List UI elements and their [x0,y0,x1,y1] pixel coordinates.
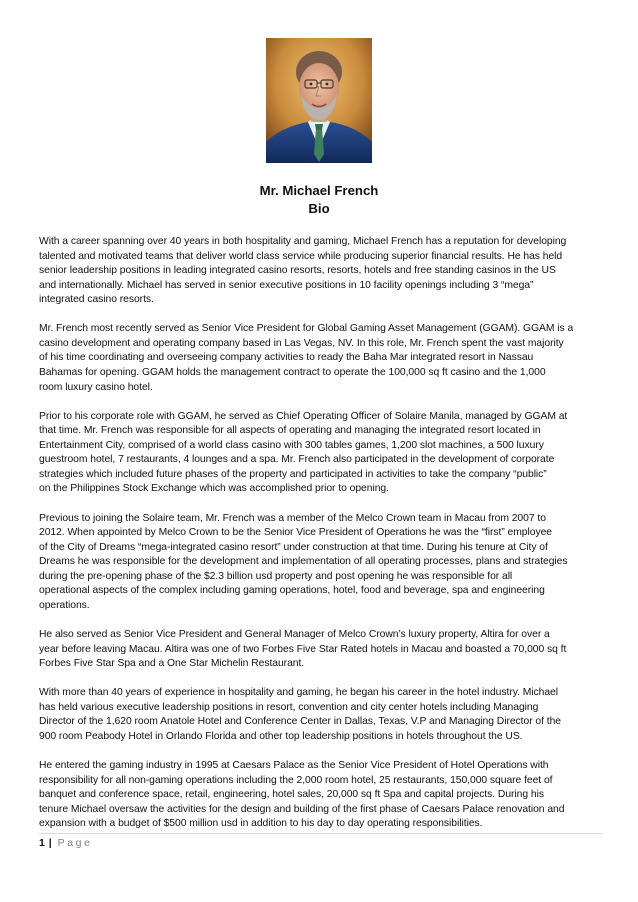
text-line: Mr. French most recently served as Senior Vice President for Global Gaming Asset Management (GGAM). GGAM is a [39,323,574,335]
text-line: 900 room Peabody Hotel in Orlando Florida and other top leadership positions in hotels throughout the US. [39,730,523,742]
text-line: room luxury casino hotel. [39,381,153,393]
paragraph-3 [39,410,601,497]
text-line: Dreams he was responsible for the development and implementation of all operating processes, plans and strategies [39,556,568,568]
text-line: strategies which included future phases of the property and participated in activities to take the company “public” [39,468,547,480]
text-line: operations. [39,599,90,611]
text-line: responsibility for all non-gaming operations including the 2,000 room hotel, 25 restaurants, 150,000 square feet of [39,774,553,786]
text-line: expansion with a budget of $500 million usd in addition to his day to day operating responsibilities. [39,818,483,830]
bio-heading [0,182,638,218]
text-line: With a career spanning over 40 years in both hospitality and gaming, Michael French has a reputation for developing [39,236,567,247]
text-line: He also served as Senior Vice President and General Manager of Melco Crown’s luxury property, Altira for over a [39,628,550,640]
text-line: guestroom hotel, 7 restaurants, 4 lounges and a spa. Mr. French also participated in the development of corporate [39,454,555,466]
text-line: Bahamas for opening. GGAM holds the management contract to operate the 100,000 sq ft casino and the 1,000 [39,366,546,378]
portrait-photo-icon [266,38,372,163]
text-line: He entered the gaming industry in 1995 at Caesars Palace as the Senior Vice President of Hotel Operations with [39,759,549,771]
paragraph-4 [39,512,601,614]
paragraph-7 [39,759,601,832]
text-line: integrated casino resorts. [39,294,154,306]
bio-subtitle: Bio [308,201,330,216]
text-line: With more than 40 years of experience in hospitality and gaming, he began his career in the hotel industry. Michael [39,687,559,699]
paragraph-6 [39,686,601,744]
text-line: Prior to his corporate role with GGAM, he served as Chief Operating Officer of Solaire Manila, managed by GGAM at [39,410,568,422]
person-name: Mr. Michael French [259,183,379,198]
text-line: has held various executive leadership positions in resort, convention and city center hotels including Managing [39,701,539,713]
text-line: Forbes Five Star Spa and a One Star Michelin Restaurant. [39,658,305,670]
text-line: Entertainment City, comprised of a world class casino with 300 tables games, 1,200 slot machines, a 500 luxury [39,439,544,451]
paragraph-1 [39,235,601,308]
text-line: of the City of Dreams “mega-integrated casino resort” under construction at that time. During his tenure at City of [39,541,548,553]
footer-divider [39,833,602,834]
text-line: and internationally. Michael has served in senior executive positions in 10 facility openings including 3 “mega” [39,279,534,291]
text-line: talented and motivated teams that deliver world class service while producing superior financial results. He has held [39,250,563,262]
text-line: Previous to joining the Solaire team, Mr. French was a member of the Melco Crown team in Macau from 2007 to [39,512,546,524]
text-line: of his time coordinating and overseeing company activities to ready the Baha Mar integrated resort in Nassau [39,352,534,364]
page-label: Page [57,837,93,849]
text-line: during the pre-opening phase of the $2.3 billion usd property and post opening he was responsible for all [39,570,513,582]
text-line: 2012. When appointed by Melco Crown to be the Senior Vice President of Operations he was the “first” employee [39,527,552,539]
text-line: senior leadership positions in leading integrated casino resorts, resorts, hotels and free standing casinos in the US [39,265,556,277]
text-line: operational aspects of the complex including gaming operations, hotel, food and beverage, spa and engineering [39,585,545,597]
page-footer [39,836,93,850]
text-line: year before leaving Macau. Altira was one of two Forbes Five Star Rated hotels in Macau and boasted a 70,000 sq ft [39,643,567,655]
paragraph-2 [39,322,601,395]
text-line: casino development and operating company based in Las Vegas, NV. In this role, Mr. French spent the vast majority [39,337,564,349]
bio-body [39,235,601,846]
text-line: on the Philippines Stock Exchange which was accomplished prior to opening. [39,483,389,495]
text-line: banquet and conference space, retail, engineering, hotel sales, 20,000 sq ft Spa and capital projects. During his [39,789,544,801]
text-line: Director of the 1,620 room Anatole Hotel and Conference Center in Dallas, Texas, V.P and Managing Director of the [39,716,561,728]
page-number: 1 [39,837,45,849]
footer-separator: | [48,837,52,849]
text-line: tenure Michael oversaw the activities for the design and building of the first phase of Caesars Palace renovation and [39,803,565,815]
paragraph-5 [39,628,601,672]
text-line: that time. Mr. French was responsible for all aspects of operating and managing the integrated resort located in [39,425,541,437]
